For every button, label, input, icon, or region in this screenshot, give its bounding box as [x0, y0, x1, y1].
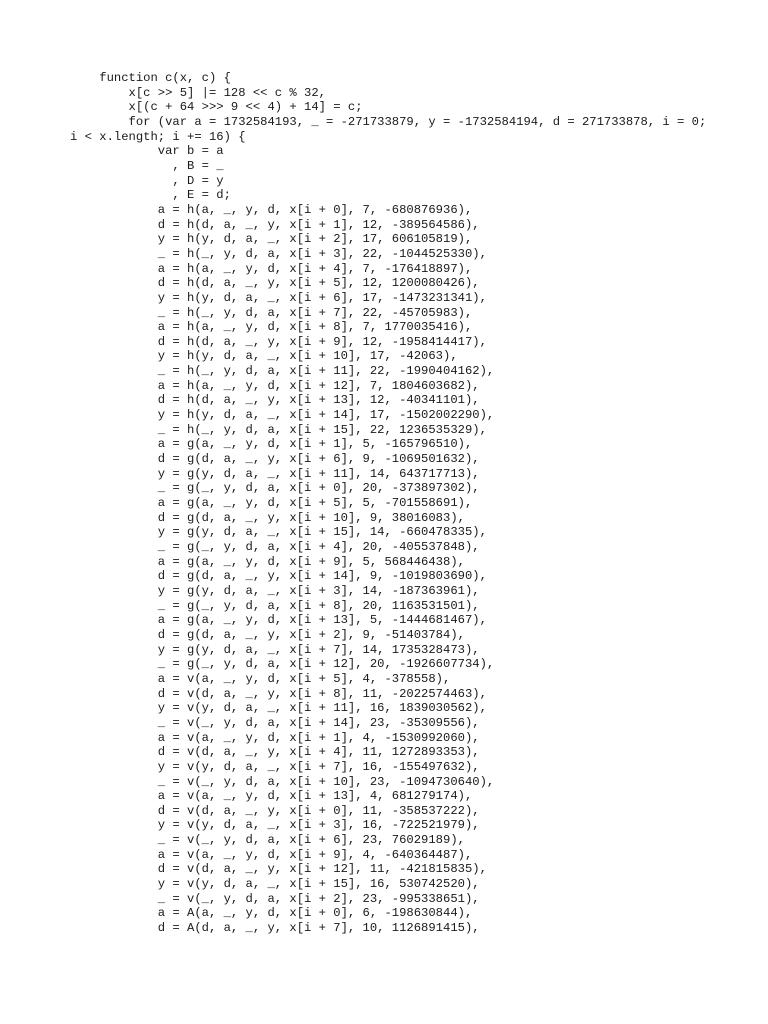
- code-line: _ = g(_, y, d, a, x[i + 8], 20, 1163531501),: [70, 598, 480, 613]
- code-line: _ = h(_, y, d, a, x[i + 7], 22, -45705983),: [70, 305, 473, 320]
- code-line: d = h(d, a, _, y, x[i + 9], 12, -1958414417),: [70, 334, 487, 349]
- code-line: a = A(a, _, y, d, x[i + 0], 6, -198630844),: [70, 906, 473, 921]
- code-line: d = v(d, a, _, y, x[i + 4], 11, 1272893353),: [70, 745, 480, 760]
- code-line: _ = h(_, y, d, a, x[i + 15], 22, 1236535329),: [70, 422, 487, 437]
- code-line: y = h(y, d, a, _, x[i + 14], 17, -1502002290),: [70, 408, 495, 423]
- code-line: y = h(y, d, a, _, x[i + 2], 17, 606105819),: [70, 232, 473, 247]
- code-line: a = v(a, _, y, d, x[i + 13], 4, 681279174),: [70, 789, 473, 804]
- code-line: _ = g(_, y, d, a, x[i + 0], 20, -373897302),: [70, 481, 480, 496]
- code-line: d = h(d, a, _, y, x[i + 5], 12, 1200080426),: [70, 276, 480, 291]
- code-line: a = h(a, _, y, d, x[i + 8], 7, 1770035416),: [70, 320, 473, 335]
- code-line: y = g(y, d, a, _, x[i + 15], 14, -660478335),: [70, 525, 487, 540]
- code-line: y = v(y, d, a, _, x[i + 11], 16, 1839030562),: [70, 701, 487, 716]
- code-line: a = v(a, _, y, d, x[i + 9], 4, -640364487),: [70, 847, 473, 862]
- code-line: y = g(y, d, a, _, x[i + 3], 14, -187363961),: [70, 583, 480, 598]
- code-line: d = h(d, a, _, y, x[i + 13], 12, -40341101),: [70, 393, 480, 408]
- code-line: x[(c + 64 >>> 9 << 4) + 14] = c;: [70, 100, 363, 115]
- code-line: , B = _: [70, 158, 224, 173]
- code-line: _ = g(_, y, d, a, x[i + 12], 20, -1926607734),: [70, 657, 495, 672]
- code-line: a = h(a, _, y, d, x[i + 4], 7, -176418897),: [70, 261, 473, 276]
- code-line: _ = v(_, y, d, a, x[i + 6], 23, 76029189),: [70, 833, 465, 848]
- code-line: _ = g(_, y, d, a, x[i + 4], 20, -405537848),: [70, 540, 480, 554]
- code-block: [70, 71, 714, 936]
- code-line: var b = a: [70, 144, 224, 159]
- code-line: d = g(d, a, _, y, x[i + 10], 9, 38016083),: [70, 510, 465, 525]
- code-line: a = g(a, _, y, d, x[i + 1], 5, -165796510),: [70, 437, 473, 452]
- code-line: d = v(d, a, _, y, x[i + 8], 11, -2022574463),: [70, 686, 487, 701]
- code-line: y = g(y, d, a, _, x[i + 7], 14, 1735328473),: [70, 642, 480, 657]
- code-line: d = g(d, a, _, y, x[i + 2], 9, -51403784),: [70, 627, 465, 642]
- code-line: d = h(d, a, _, y, x[i + 1], 12, -389564586),: [70, 217, 480, 232]
- code-line: _ = v(_, y, d, a, x[i + 2], 23, -995338651),: [70, 891, 480, 906]
- code-line: y = g(y, d, a, _, x[i + 11], 14, 643717713),: [70, 466, 480, 481]
- code-line: y = h(y, d, a, _, x[i + 6], 17, -1473231341),: [70, 290, 487, 305]
- code-line: y = v(y, d, a, _, x[i + 3], 16, -722521979),: [70, 818, 480, 833]
- code-line: y = h(y, d, a, _, x[i + 10], 17, -42063),: [70, 349, 458, 364]
- code-line: a = g(a, _, y, d, x[i + 13], 5, -1444681467),: [70, 613, 487, 628]
- code-line: d = v(d, a, _, y, x[i + 0], 11, -358537222),: [70, 803, 480, 818]
- code-line: y = v(y, d, a, _, x[i + 15], 16, 530742520),: [70, 877, 480, 892]
- code-line: _ = v(_, y, d, a, x[i + 14], 23, -35309556),: [70, 715, 480, 730]
- code-line: x[c >> 5] |= 128 << c % 32,: [70, 85, 326, 100]
- code-line: _ = h(_, y, d, a, x[i + 11], 22, -1990404162),: [70, 364, 495, 379]
- code-line: , D = y: [70, 173, 224, 188]
- code-line: d = v(d, a, _, y, x[i + 12], 11, -421815835),: [70, 862, 487, 877]
- code-line: d = g(d, a, _, y, x[i + 6], 9, -1069501632),: [70, 452, 480, 467]
- code-line: function c(x, c) {: [70, 71, 231, 85]
- code-line: a = g(a, _, y, d, x[i + 5], 5, -701558691),: [70, 496, 473, 511]
- code-line: y = v(y, d, a, _, x[i + 7], 16, -155497632),: [70, 759, 480, 774]
- code-line: , E = d;: [70, 188, 231, 203]
- code-line: a = v(a, _, y, d, x[i + 5], 4, -378558),: [70, 671, 451, 686]
- code-line: _ = v(_, y, d, a, x[i + 10], 23, -1094730640),: [70, 774, 495, 789]
- code-line: _ = h(_, y, d, a, x[i + 3], 22, -1044525330),: [70, 246, 487, 261]
- code-line: d = A(d, a, _, y, x[i + 7], 10, 1126891415),: [70, 921, 480, 936]
- code-line: for (var a = 1732584193, _ = -271733879, y = -1732584194, d = 271733878, i = 0; i < x.length; i += 16) {: [70, 114, 714, 144]
- code-line: a = v(a, _, y, d, x[i + 1], 4, -1530992060),: [70, 730, 480, 745]
- code-line: a = g(a, _, y, d, x[i + 9], 5, 568446438),: [70, 554, 465, 569]
- code-line: a = h(a, _, y, d, x[i + 0], 7, -680876936),: [70, 202, 473, 217]
- code-line: a = h(a, _, y, d, x[i + 12], 7, 1804603682),: [70, 378, 480, 393]
- code-line: d = g(d, a, _, y, x[i + 14], 9, -1019803690),: [70, 569, 487, 584]
